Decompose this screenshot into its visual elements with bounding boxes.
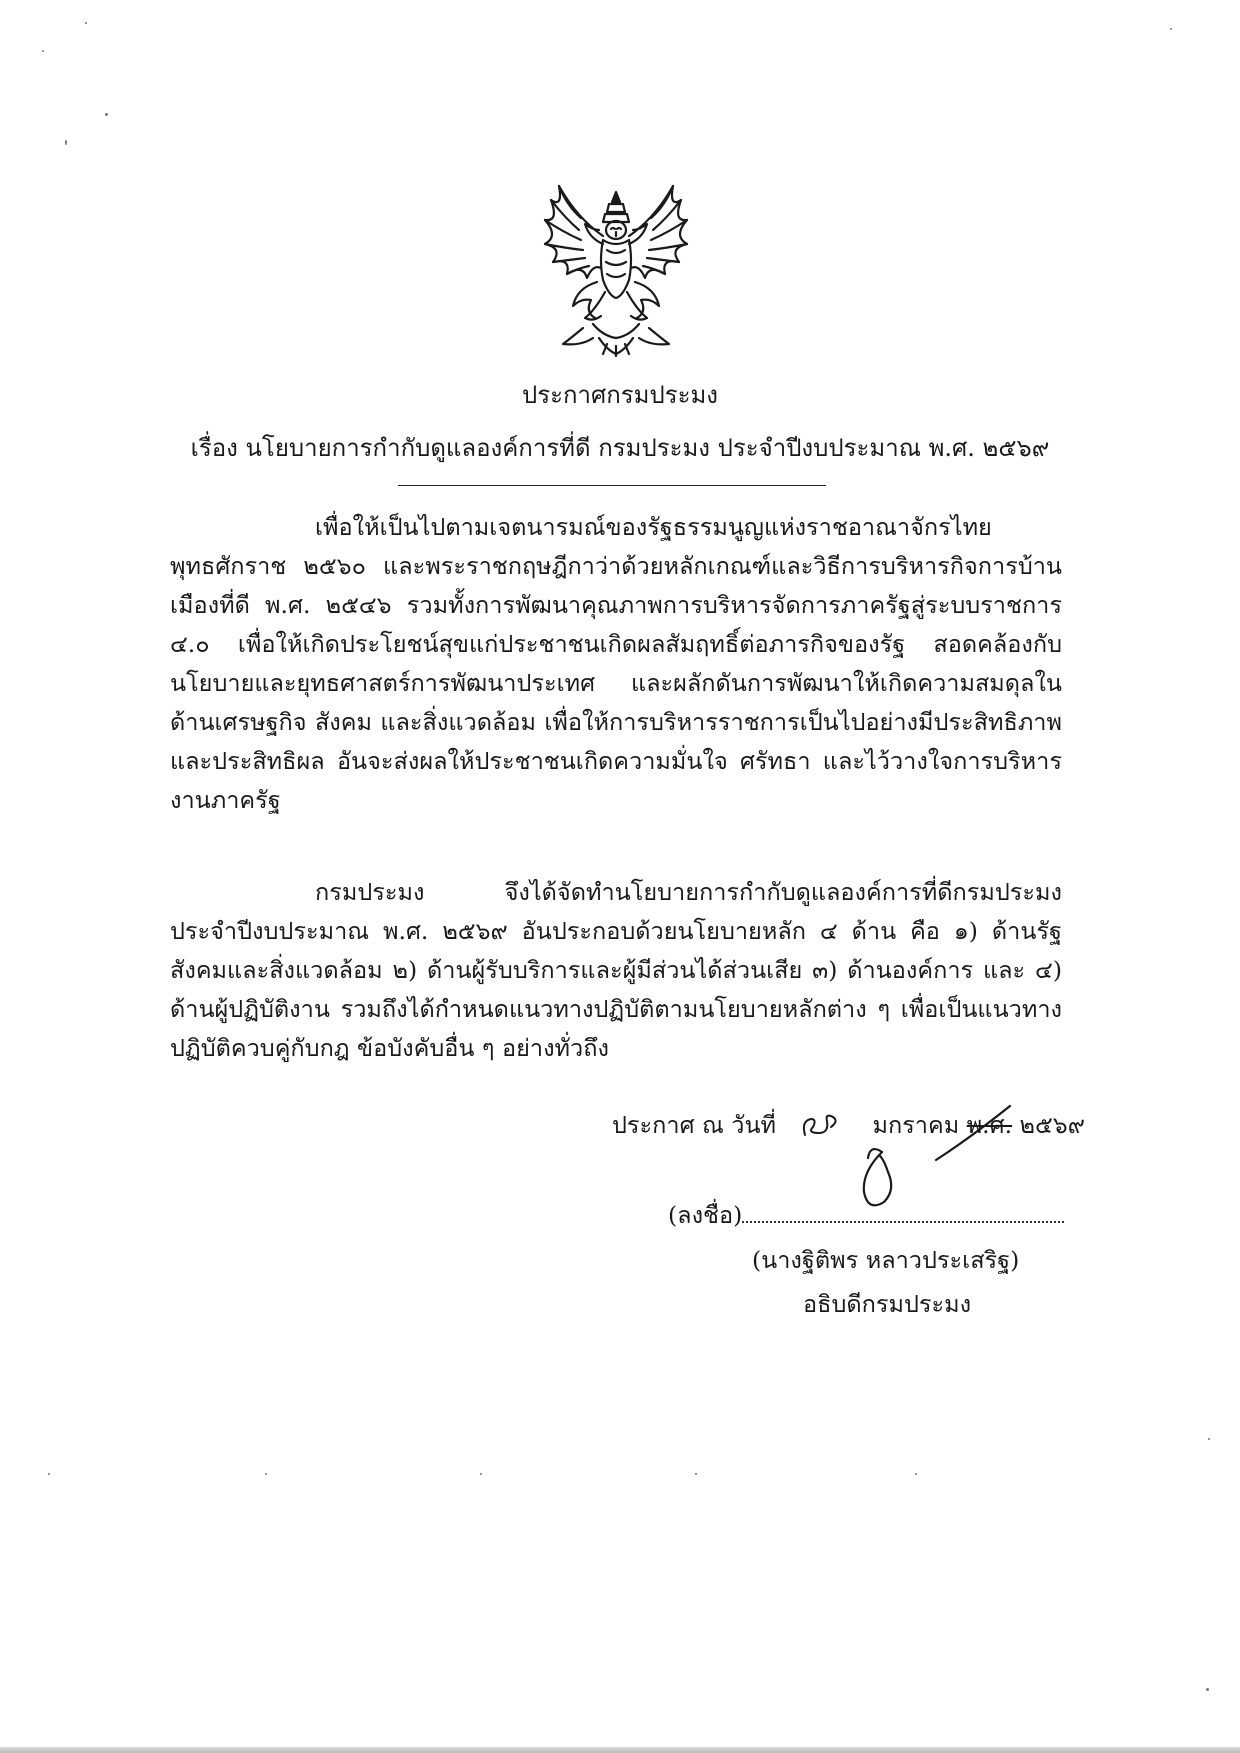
date-prefix: ประกาศ ณ วันที่ [612,1111,776,1139]
document-title: ประกาศกรมประมง [521,381,719,409]
scan-speck [695,1473,697,1475]
scan-speck [915,1473,917,1475]
scan-speck [85,22,87,24]
garuda-emblem-icon [537,178,695,358]
scan-speck [1208,1438,1210,1440]
scan-speck [265,1473,267,1475]
scan-speck [48,1473,50,1475]
date-month: มกราคม [872,1111,960,1139]
scan-speck [105,113,108,116]
handwritten-day [795,1111,845,1139]
body-paragraph-1: เพื่อให้เป็นไปตามเจตนารมณ์ของรัฐธรรมนูญแห่งราชอาณาจักรไทย พุทธศักราช ๒๕๖๐ และพระราชกฤษฎีกาว่าด้วยหลักเกณฑ์และวิธีการบริหารกิจการบ้านเมืองที่ดี พ.ศ. ๒๕๔๖ รวมทั้งการพัฒนาคุณภาพการบริหารจัดการภาครัฐสู่ระบบราชการ ๔.๐ เพื่อให้เกิดประโยชน์สุขแก่ประชาชนเกิดผลสัมฤทธิ์ต่อภารกิจของรัฐ สอดคล้องกับนโยบายและยุทธศาสตร์การพัฒนาประเทศ และผลักดันการพัฒนาให้เกิดความสมดุลในด้านเศรษฐกิจ สังคม และสิ่งแวดล้อม เพื่อให้การบริหารราชการเป็นไปอย่างมีประสิทธิภาพและประสิทธิผล อันจะส่งผลให้ประชาชนเกิดความมั่นใจ ศรัทธา และไว้วางใจการบริหารงานภาครัฐ [170,513,1062,814]
date-year: ๒๕๖๙ [1019,1111,1085,1139]
signer-position: อธิบดีกรมประมง [803,1290,972,1318]
scan-speck [42,50,44,52]
scan-edge [0,1747,1240,1753]
scan-speck [1206,1688,1209,1691]
signature-dotted-line [742,1201,1064,1223]
scan-speck [480,1473,482,1475]
scan-speck [1170,28,1172,30]
sign-label: (ลงชื่อ) [668,1201,743,1229]
signature-line [668,1199,1064,1231]
scan-speck [65,140,67,145]
document-subject: เรื่อง นโยบายการกำกับดูแลองค์การที่ดี กรมประมง ประจำปีงบประมาณ พ.ศ. ๒๕๖๙ [190,434,1050,462]
body-paragraph-2: กรมประมง จึงได้จัดทำนโยบายการกำกับดูแลองค์การที่ดีกรมประมง ประจำปีงบประมาณ พ.ศ. ๒๕๖๙ อันประกอบด้วยนโยบายหลัก ๔ ด้าน คือ ๑) ด้านรัฐ สังคมและสิ่งแวดล้อม ๒) ด้านผู้รับบริการและผู้มีส่วนได้ส่วนเสีย ๓) ด้านองค์การ และ ๔) ด้านผู้ปฏิบัติงาน รวมถึงได้กำหนดแนวทางปฏิบัติตามนโยบายหลักต่าง ๆ เพื่อเป็นแนวทางปฏิบัติควบคู่กับกฎ ข้อบังคับอื่น ๆ อย่างทั่วถึง [170,878,1062,1062]
title-underline [398,485,826,486]
signer-name: (นางฐิติพร หลาวประเสริฐ) [752,1246,1020,1274]
date-era: พ.ศ. [966,1111,1013,1139]
